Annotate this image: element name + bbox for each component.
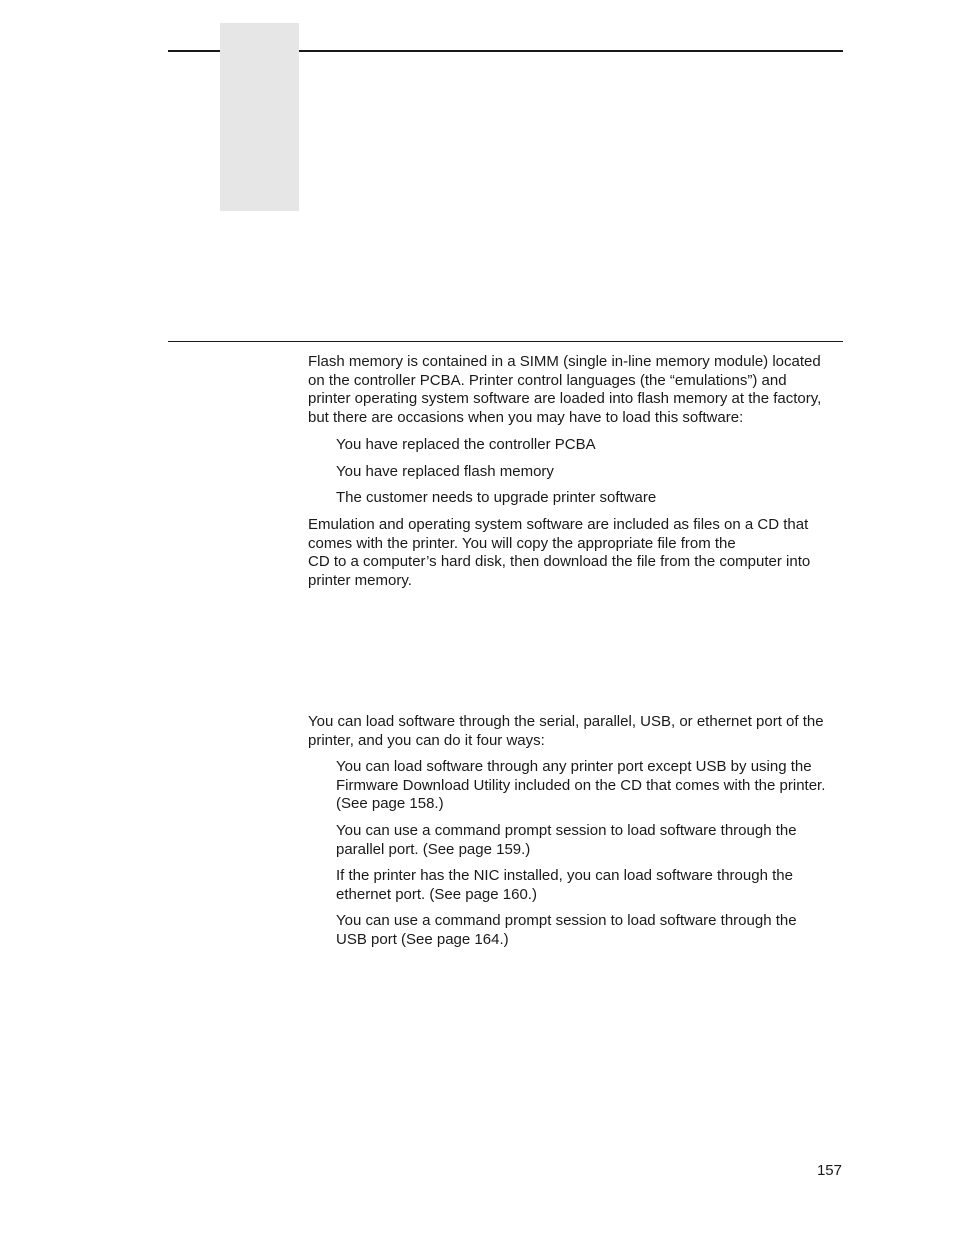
- page-number: 157: [816, 1162, 842, 1179]
- emulation-line: Emulation and operating system software are included as files on a CD that: [308, 516, 809, 533]
- way-item: [336, 867, 846, 904]
- occasion-item: [336, 436, 846, 455]
- intro-line: but there are occasions when you may have to load this software:: [308, 409, 744, 427]
- top-rule-right: [299, 50, 843, 52]
- chapter-tab: [220, 23, 299, 211]
- way-line: If the printer has the NIC installed, you can load software through the: [336, 867, 793, 884]
- section-rule: [168, 341, 843, 342]
- way-line: You can use a command prompt session to load software through the: [336, 822, 797, 839]
- occasion-item: [336, 463, 846, 482]
- way-line: You can load software through any printer port except USB by using the: [336, 758, 812, 775]
- ways-intro-line: printer, and you can do it four ways:: [308, 731, 545, 749]
- ways-intro-line: You can load software through the serial, parallel, USB, or ethernet port of the: [308, 713, 824, 730]
- intro-paragraph: [308, 353, 848, 428]
- intro-line: Flash memory is contained in a SIMM (single in-line memory module) located: [308, 353, 821, 370]
- occasion-text: The customer needs to upgrade printer software: [336, 489, 657, 506]
- occasion-text: You have replaced the controller PCBA: [336, 436, 596, 453]
- way-line: USB port (See page 164.): [336, 930, 509, 948]
- emulation-line: printer memory.: [308, 572, 412, 590]
- intro-line: printer operating system software are loaded into flash memory at the factory,: [308, 390, 822, 408]
- emulation-line: comes with the printer. You will copy the appropriate file from the: [308, 534, 736, 552]
- intro-line: on the controller PCBA. Printer control languages (the “emulations”) and: [308, 371, 787, 389]
- emulation-paragraph: [308, 516, 848, 591]
- occasion-text: You have replaced flash memory: [336, 463, 554, 480]
- way-line: ethernet port. (See page 160.): [336, 885, 537, 903]
- way-item: [336, 912, 846, 949]
- way-line: (See page 158.): [336, 795, 444, 813]
- ways-intro-paragraph: [308, 713, 848, 750]
- emulation-line: CD to a computer’s hard disk, then download the file from the computer into: [308, 553, 811, 571]
- top-rule-left: [168, 50, 220, 52]
- way-line: You can use a command prompt session to load software through the: [336, 912, 797, 929]
- way-line: Firmware Download Utility included on the CD that comes with the printer.: [336, 776, 826, 794]
- way-item: [336, 822, 846, 859]
- way-item: [336, 758, 846, 814]
- occasion-item: [336, 489, 846, 508]
- way-line: parallel port. (See page 159.): [336, 840, 531, 858]
